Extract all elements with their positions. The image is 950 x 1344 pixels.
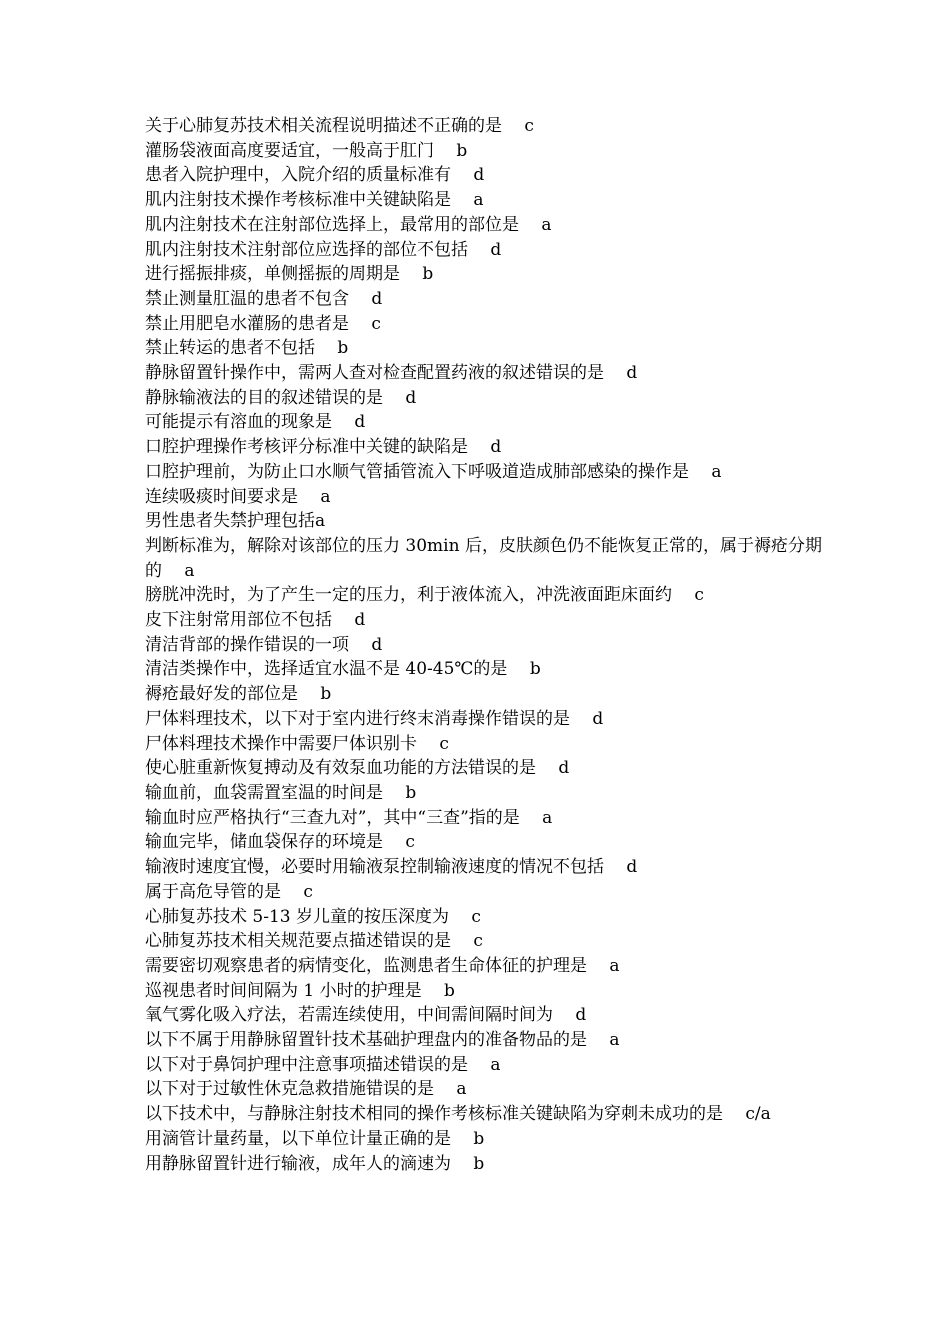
list-item (145, 410, 825, 435)
question-text: 连续吸痰时间要求是 (145, 486, 298, 507)
answer-letter: a (609, 1030, 620, 1051)
question-text: 口腔护理操作考核评分标准中关键的缺陷是 (145, 437, 468, 458)
question-text: 禁止测量肛温的患者不包含 (145, 288, 349, 309)
answer-letter: c (405, 832, 415, 853)
list-item (145, 114, 825, 139)
list-item (145, 583, 825, 608)
question-text: 肌内注射技术操作考核标准中关键缺陷是 (145, 190, 451, 211)
question-text: 心肺复苏技术 5-13 岁儿童的按压深度为 (145, 906, 449, 927)
list-item (145, 608, 825, 633)
question-text: 静脉输液法的目的叙述错误的是 (145, 387, 383, 408)
answer-letter: d (473, 165, 485, 186)
list-item (145, 1053, 825, 1078)
answer-letter: c (473, 931, 483, 952)
answer-letter: a (542, 807, 553, 828)
list-item (145, 732, 825, 757)
answer-letter: a (456, 1079, 467, 1100)
answer-letter: b (405, 782, 417, 803)
question-text: 用滴管计量药量，以下单位计量正确的是 (145, 1128, 451, 1149)
answer-letter: d (626, 363, 638, 384)
answer-letter: d (592, 708, 604, 729)
answer-letter: b (529, 659, 541, 680)
question-text: 男性患者失禁护理包括 (145, 511, 315, 532)
list-item (145, 756, 825, 781)
list-item (145, 312, 825, 337)
question-text: 禁止转运的患者不包括 (145, 338, 315, 359)
answer-letter: d (558, 758, 570, 779)
list-item (145, 1003, 825, 1028)
list-item (145, 1102, 825, 1127)
question-text: 膀胱冲洗时，为了产生一定的压力，利于液体流入，冲洗液面距床面约 (145, 585, 672, 606)
answer-letter: a (320, 486, 331, 507)
question-text: 进行摇振排痰，单侧摇振的周期是 (145, 264, 400, 285)
question-text: 输血完毕，储血袋保存的环境是 (145, 832, 383, 853)
answer-letter: b (337, 338, 349, 359)
question-text: 禁止用肥皂水灌肠的患者是 (145, 313, 349, 334)
list-item (145, 361, 825, 386)
list-item (145, 238, 825, 263)
list-item (145, 435, 825, 460)
question-text: 判断标准为，解除对该部位的压力 30min 后，皮肤颜色仍不能恢复正常的，属于褥疮分期的 (145, 535, 822, 581)
list-item (145, 905, 825, 930)
answer-letter: a (609, 955, 620, 976)
question-text: 可能提示有溶血的现象是 (145, 412, 332, 433)
list-item (145, 139, 825, 164)
list-item (145, 1028, 825, 1053)
answer-letter: c (694, 585, 704, 606)
list-item (145, 1152, 825, 1177)
answer-letter: c (471, 906, 481, 927)
list-item (145, 163, 825, 188)
question-text: 尸体料理技术，以下对于室内进行终末消毒操作错误的是 (145, 708, 570, 729)
answer-letter: a (541, 214, 552, 235)
answer-letter: a (315, 511, 326, 532)
list-item (145, 707, 825, 732)
question-text: 尸体料理技术操作中需要尸体识别卡 (145, 733, 417, 754)
answer-letter: b (320, 684, 332, 705)
list-item (145, 485, 825, 510)
answer-letter: c (524, 116, 534, 136)
question-text: 输血前，血袋需置室温的时间是 (145, 782, 383, 803)
question-text: 清洁类操作中，选择适宜水温不是 40-45℃的是 (145, 659, 508, 680)
question-text: 肌内注射技术注射部位应选择的部位不包括 (145, 239, 468, 260)
list-item (145, 880, 825, 905)
question-text: 以下不属于用静脉留置针技术基础护理盘内的准备物品的是 (145, 1030, 587, 1051)
question-text: 以下对于鼻饲护理中注意事项描述错误的是 (145, 1054, 468, 1075)
question-text: 褥疮最好发的部位是 (145, 684, 298, 705)
question-text: 灌肠袋液面高度要适宜，一般高于肛门 (145, 140, 434, 161)
list-item (145, 509, 825, 534)
answer-letter: d (490, 239, 502, 260)
answer-letter: c (303, 881, 313, 902)
list-item (145, 781, 825, 806)
answer-letter: d (354, 412, 366, 433)
question-text: 用静脉留置针进行输液，成年人的滴速为 (145, 1153, 451, 1174)
answer-letter: c/a (745, 1104, 771, 1125)
qa-list (145, 114, 825, 1176)
answer-letter: a (184, 560, 195, 581)
list-item (145, 855, 825, 880)
question-text: 巡视患者时间间隔为 1 小时的护理是 (145, 980, 422, 1001)
answer-letter: d (371, 288, 383, 309)
question-text: 静脉留置针操作中，需两人查对检查配置药液的叙述错误的是 (145, 363, 604, 384)
list-item (145, 682, 825, 707)
question-text: 心肺复苏技术相关规范要点描述错误的是 (145, 931, 451, 952)
list-item (145, 1077, 825, 1102)
answer-letter: a (490, 1054, 501, 1075)
answer-letter: b (473, 1128, 485, 1149)
question-text: 输液时速度宜慢，必要时用输液泵控制输液速度的情况不包括 (145, 857, 604, 878)
list-item (145, 633, 825, 658)
list-item (145, 954, 825, 979)
question-text: 关于心肺复苏技术相关流程说明描述不正确的是 (145, 116, 502, 136)
answer-letter: d (354, 610, 366, 631)
answer-letter: a (473, 190, 484, 211)
list-item (145, 979, 825, 1004)
question-text: 清洁背部的操作错误的一项 (145, 634, 349, 655)
list-item (145, 188, 825, 213)
question-text: 肌内注射技术在注射部位选择上，最常用的部位是 (145, 214, 519, 235)
list-item (145, 262, 825, 287)
answer-letter: b (422, 264, 434, 285)
answer-letter: d (371, 634, 383, 655)
list-item (145, 657, 825, 682)
list-item (145, 460, 825, 485)
answer-letter: d (490, 437, 502, 458)
question-text: 皮下注射常用部位不包括 (145, 610, 332, 631)
question-text: 口腔护理前，为防止口水顺气管插管流入下呼吸道造成肺部感染的操作是 (145, 461, 689, 482)
question-text: 患者入院护理中，入院介绍的质量标准有 (145, 165, 451, 186)
question-text: 氧气雾化吸入疗法，若需连续使用，中间需间隔时间为 (145, 1005, 553, 1026)
answer-letter: c (439, 733, 449, 754)
list-item (145, 929, 825, 954)
question-text: 以下对于过敏性休克急救措施错误的是 (145, 1079, 434, 1100)
answer-letter: d (405, 387, 417, 408)
question-text: 属于高危导管的是 (145, 881, 281, 902)
answer-letter: b (473, 1153, 485, 1174)
list-item (145, 1127, 825, 1152)
answer-letter: a (711, 461, 722, 482)
answer-letter: c (371, 313, 381, 334)
list-item (145, 830, 825, 855)
answer-letter: b (456, 140, 468, 161)
list-item (145, 534, 825, 583)
answer-letter: d (575, 1005, 587, 1026)
answer-letter: d (626, 857, 638, 878)
list-item (145, 213, 825, 238)
question-text: 需要密切观察患者的病情变化，监测患者生命体征的护理是 (145, 955, 587, 976)
question-text: 使心脏重新恢复搏动及有效泵血功能的方法错误的是 (145, 758, 536, 779)
list-item (145, 336, 825, 361)
list-item (145, 386, 825, 411)
list-item (145, 806, 825, 831)
question-text: 以下技术中，与静脉注射技术相同的操作考核标准关键缺陷为穿刺未成功的是 (145, 1104, 723, 1125)
list-item (145, 287, 825, 312)
question-text: 输血时应严格执行“三查九对”，其中“三查”指的是 (145, 807, 520, 828)
answer-letter: b (444, 980, 455, 1001)
